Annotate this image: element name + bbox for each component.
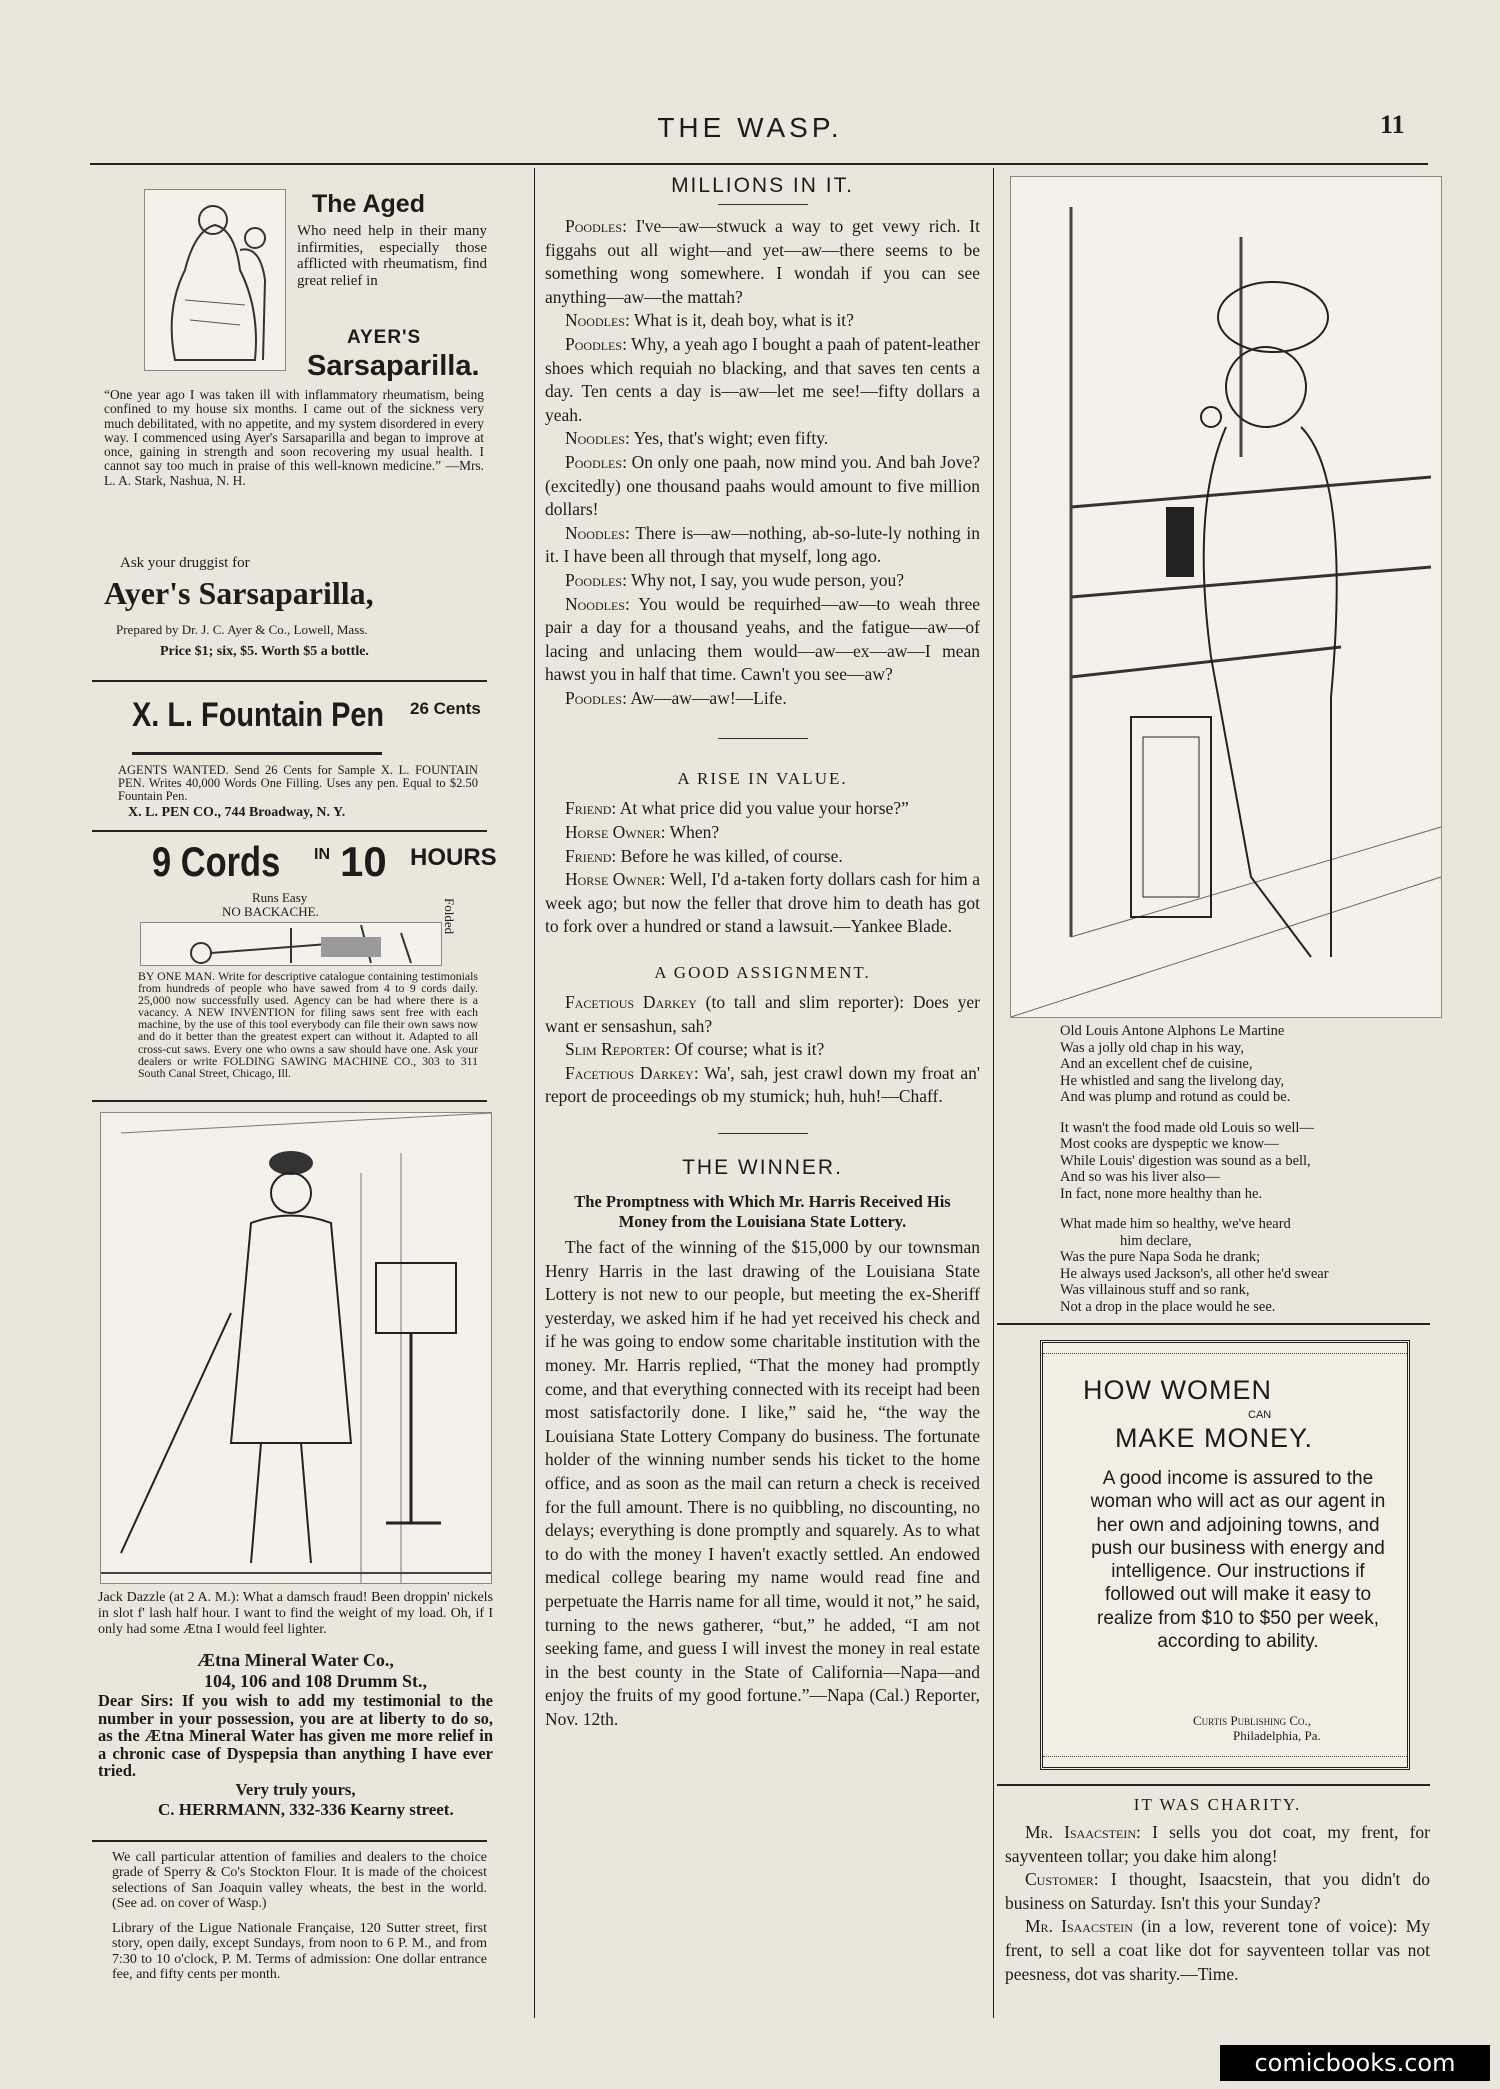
dialogue-line: Poodles: Why, a yeah ago I bought a paah of patent-leather shoes which requiah no blacking, and that saves ten cents a day. Ten cents a day is—aw—let me see!—fifty dollars a yeah. [545, 333, 980, 425]
section-divider [718, 1133, 808, 1134]
women-line3: MAKE MONEY. [1115, 1423, 1314, 1453]
poem [1060, 1023, 1430, 1323]
aetna-close: Very truly yours, [235, 1779, 356, 1799]
ad-fountain-pen [92, 690, 487, 825]
dialogue-line: Noodles: You would be requirhed—aw—to weah three pair a day for a thousand yeahs, and the fatigue—aw—of lacing and unlacing them would—aw—ex—aw—I mean hawst you in half that time. Cawn't you see—aw? [545, 593, 980, 685]
poem-line: And was plump and rotund as could be. [1060, 1089, 1291, 1105]
dialogue-line: Friend: Before he was killed, of course. [565, 845, 843, 866]
dialogue-line: Noodles: There is—aw—nothing, ab-so-lute-ly nothing in it. I have been all through that myself, long ago. [545, 522, 981, 567]
women-line2: CAN [1248, 1409, 1272, 1421]
aetna-letter: Dear Sirs: If you wish to add my testimonial to the number in your possession, you are at liberty to do so, as the Ætna Mineral Water has given me more relief in a chronic case of Dyspepsia than anything I have ever tried. [98, 1691, 493, 1780]
poem-line: Old Louis Antone Alphons Le Martine [1060, 1023, 1285, 1039]
pen-text: AGENTS WANTED. Send 26 Cents for Sample X. L. FOUNTAIN PEN. Writes 40,000 Words One Filling. Uses any pen. Equal to $2.50 Fountain Pen. [118, 763, 478, 803]
poem-line: him declare, [1120, 1232, 1192, 1249]
aetna-signature: C. HERRMANN, 332-336 Kearny street. [158, 1799, 454, 1819]
poem-line: Most cooks are dyspeptic we know— [1060, 1136, 1279, 1152]
column-divider-right [993, 168, 994, 2018]
ad-separator-1 [92, 680, 487, 682]
poem-line: Was villainous stuff and so rank, [1060, 1282, 1250, 1298]
dialogue-line: Noodles: What is it, deah boy, what is it? [565, 310, 854, 331]
millions-title: MILLIONS IN IT. [671, 174, 854, 197]
millions-dialogue [545, 215, 980, 710]
right-separator-2 [997, 1784, 1430, 1786]
ad-sawing-machine [92, 838, 497, 1098]
cords-heading-b: 10 [340, 838, 387, 885]
header-rule [90, 163, 1428, 165]
cords-nobackache: NO BACKACHE. [222, 904, 319, 919]
dialogue-line: Mr. Isaacstein: I sells you dot coat, my frent, for sayventeen tollar; you dake him along! [1005, 1822, 1430, 1866]
women-city: Philadelphia, Pa. [1233, 1728, 1321, 1743]
title-underline [718, 204, 808, 205]
ayers-ask: Ask your druggist for [120, 555, 250, 571]
rise-title: A RISE IN VALUE. [677, 769, 848, 789]
cords-heading-a: 9 Cords [152, 838, 281, 885]
watermark: comicbooks.com [1220, 2045, 1490, 2081]
ad-border-ornament [1043, 1343, 1407, 1354]
ayers-product: AYER'S [347, 327, 422, 348]
pen-price: 26 Cents [410, 699, 481, 718]
ayers-heading: The Aged [312, 190, 425, 218]
dialogue-line: Slim Reporter: Of course; what is it? [565, 1039, 825, 1060]
cords-runs: Runs Easy [252, 890, 308, 905]
notices [112, 1850, 487, 2025]
dialogue-line: Poodles: Why not, I say, you wude person, you? [565, 569, 904, 590]
dialogue-line: Poodles: On only one paah, now mind you. And bah Jove? (excitedly) one thousand paahs would amount to five million dollars! [545, 451, 980, 520]
poem-line: He whistled and sang the livelong day, [1060, 1072, 1285, 1089]
ad-separator-3 [92, 1100, 487, 1102]
pen-address: X. L. PEN CO., 744 Broadway, N. Y. [128, 805, 346, 820]
ayers-brand: Ayer's Sarsaparilla, [104, 575, 374, 611]
dialogue-line: Customer: I thought, Isaacstein, that you didn't do business on Saturday. Isn't this your Sunday? [1005, 1869, 1430, 1913]
dialogue-line: Friend: At what price did you value your horse?” [565, 798, 909, 819]
ayers-testimonial: “One year ago I was taken ill with inflammatory rheumatism, being confined to my house six months. I came out of the sickness very much debilitated, with no appetite, and my system disordered in every way. I commenced using Ayer's Sarsaparilla and began to improve at once, gaining in strength and soon recovering my usual health. I cannot say too much in praise of this well-known medicine.” —Mrs. L. A. Stark, Nashua, N. H. [104, 387, 484, 488]
winner-title: THE WINNER. [682, 1156, 843, 1179]
section-divider [718, 738, 808, 739]
jack-dazzle-mailbox-illustration [100, 1112, 492, 1584]
cords-text: BY ONE MAN. Write for descriptive catalogue containing testimonials from hundreds of people who have sawed from 4 to 9 cords daily. 25,000 now successfully used. Agency can be had where there is a vacancy. A NEW INVENTION for filing saws sent free with each machine, by the use of this tool everybody can file their own saws now and do it better than the greatest expert can without it. Adapted to all cross-cut saws. Every one who owns a saw should have one. Ask your dealers or write FOLDING SAWING MACHINE CO., 303 to 311 South Canal Street, Chicago, Ill. [138, 969, 478, 1080]
ad-separator-2 [92, 830, 487, 832]
poem-line: In fact, none more healthy than he. [1060, 1185, 1263, 1202]
dialogue-line: Facetious Darkey (to tall and slim reporter): Does yer want er sensashun, sah? [545, 992, 980, 1036]
women-body: A good income is assured to the woman who will act as our agent in her own and adjoining towns, and push our business with energy and intelligence. Our instructions if followed out will make it easy to realize from $10 to $50 per week, according to ability. [1090, 1468, 1386, 1653]
masthead-title: THE WASP. [657, 112, 843, 143]
jack-dazzle-caption: Jack Dazzle (at 2 A. M.): What a damsch fraud! Been droppin' nickels in slot f' lash half hour. I want to find the weight of my load. Oh, if I only had some Ætna I would feel lighter. [98, 1590, 493, 1637]
ad-separator-4 [92, 1840, 487, 1842]
poem-line: While Louis' digestion was sound as a bell, [1060, 1152, 1311, 1169]
poem-line: Not a drop in the place would he see. [1060, 1298, 1276, 1315]
aetna-address: 104, 106 and 108 Drumm St., [203, 1671, 427, 1691]
women-company: Curtis Publishing Co., [1193, 1713, 1312, 1728]
aetna-ad [98, 1590, 493, 1830]
ayers-product2: Sarsaparilla. [307, 350, 480, 382]
poem-line: It wasn't the food made old Louis so well— [1060, 1119, 1314, 1136]
ad-ayers [92, 185, 487, 665]
poem-line: Was the pure Napa Soda he drank; [1060, 1249, 1261, 1265]
chef-illustration [1010, 176, 1442, 1018]
sawing-machine-illustration [140, 922, 442, 966]
dialogue-line: Poodles: Aw—aw—aw!—Life. [565, 687, 787, 708]
women-line1: HOW WOMEN [1083, 1375, 1272, 1405]
ad-how-women [1040, 1340, 1410, 1770]
poem-line: And so was his liver also— [1060, 1169, 1220, 1185]
assignment-title: A GOOD ASSIGNMENT. [654, 963, 871, 983]
dialogue-line: Facetious Darkey: Wa', sah, jest crawl down my froat an' report de proceedings ob my stumick; huh, huh!—Chaff. [545, 1062, 980, 1107]
poem-line: And an excellent chef de cuisine, [1060, 1056, 1253, 1072]
dialogue-line: Poodles: I've—aw—stwuck a way to get vewy rich. It figgahs out all wight—and yet—aw—there seems to be something wong somewhere. I wondah if you can see anything—aw—the mattah? [545, 216, 980, 307]
ad-border-ornament [1043, 1756, 1407, 1767]
winner-body: The fact of the winning of the $15,000 by our townsman Henry Harris in the last drawing of the Louisiana State Lottery is not new to our people, but meeting the ex-Sheriff yesterday, we asked him if he had yet received his check and if he was going to endow some charitable institution with the money. Mr. Harris replied, “That the money had promptly come, and that everything connected with its receipt had been most satisfactorily done. I like,” said he, “the way the Louisiana State Lottery Company do business. The fortunate holder of the winning number sends his ticket to the home office, and as soon as the mail can return a check is received for the full amount. There is no quibbling, no discounting, no delays; everything is done promptly and squarely. As to what to do with the money I haven't exactly settled. An endowed medical college bearing my name would read fine and perpetuate the Harris name for all time, would it not,” he said, turning to the news gatherer, “but,” he added, “I am not seeking fame, and guess I will invest the money in real estate in the best county in the State of California—Napa—and enjoy the fruits of my good fortune.”—Napa (Cal.) Reporter, Nov. 12th. [545, 1237, 980, 1729]
middle-column [545, 170, 980, 2030]
dialogue-line: Horse Owner: When? [565, 822, 720, 843]
ayers-prepared: Prepared by Dr. J. C. Ayer & Co., Lowell, Mass. [116, 622, 368, 637]
ayers-lead: Who need help in their many infirmities, especially those afflicted with rheumatism, find great relief in [297, 223, 487, 289]
cords-heading-in: IN [314, 846, 330, 863]
notice-library: Library of the Ligue Nationale Française, 120 Sutter street, first story, open daily, except Sundays, from noon to 6 P. M., and from 7:30 to 10 o'clock, P. M. Terms of admission: One dollar entrance fee, and fifty cents per month. [112, 1921, 487, 1983]
dialogue-line: Horse Owner: Well, I'd a-taken forty dollars cash for him a week ago; but now the feller that drove him to death has got to fork over a hundred or stand a lawsuit.—Yankee Blade. [545, 869, 981, 937]
aetna-company: Ætna Mineral Water Co., [197, 1650, 394, 1670]
elderly-couple-illustration [144, 189, 286, 371]
ayers-price: Price $1; six, $5. Worth $5 a bottle. [160, 644, 369, 659]
notice-flour: We call particular attention of families and dealers to the choice grade of Sperry & Co's Stockton Flour. It is made of the choicest selections of San Joaquin valley wheats, the best in the world. (See ad. on cover of Wasp.) [112, 1850, 487, 1911]
charity-title: IT WAS CHARITY. [1133, 1795, 1302, 1814]
poem-line: Was a jolly old chap in his way, [1060, 1039, 1244, 1056]
winner-subtitle: The Promptness with Which Mr. Harris Received His Money from the Louisiana State Lottery. [574, 1192, 951, 1231]
pen-heading: X. L. Fountain Pen [132, 696, 385, 734]
dialogue-line: Mr. Isaacstein (in a low, reverent tone of voice): My frent, to sell a coat like dot for sayventeen tollar vas not peesness, dot vas sharity.—Time. [1005, 1916, 1430, 1984]
poem-line: What made him so healthy, we've heard [1060, 1216, 1291, 1232]
cords-folded: Folded [442, 898, 457, 935]
page-number: 11 [1380, 110, 1405, 139]
dialogue-line: Noodles: Yes, that's wight; even fifty. [565, 428, 829, 449]
right-separator-1 [997, 1323, 1430, 1325]
cords-heading-c: HOURS [410, 844, 497, 871]
pen-illustration-line [132, 752, 382, 755]
poem-line: He always used Jackson's, all other he'd swear [1060, 1265, 1329, 1282]
charity [1005, 1795, 1430, 2030]
column-divider-left [534, 168, 535, 2018]
